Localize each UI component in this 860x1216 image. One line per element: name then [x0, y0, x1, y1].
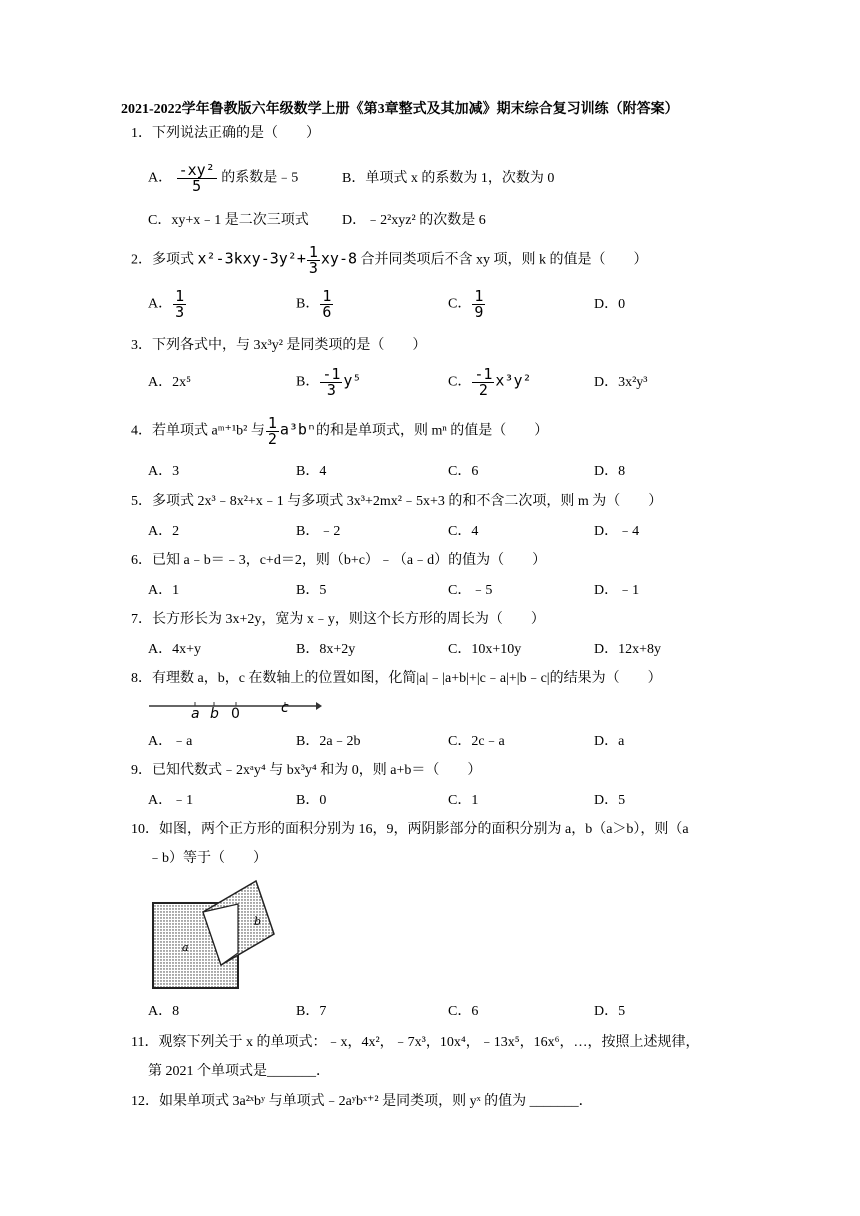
- q4-stem-post: 的和是单项式，则 mⁿ 的值是（ ）: [316, 423, 549, 439]
- q5-option-b[interactable]: B．﹣2: [296, 524, 341, 539]
- q4-frac-num: 1: [267, 414, 277, 432]
- q9-option-a[interactable]: A．﹣1: [148, 793, 194, 808]
- q8-option-d[interactable]: D．a: [594, 734, 625, 749]
- q12-line: 12．如果单项式 3a²ˣbʸ 与单项式﹣2aʸbˣ⁺² 是同类项，则 yˣ 的值为 _______．: [131, 1094, 593, 1109]
- q10-option-d[interactable]: D．5: [594, 1004, 626, 1019]
- q4-option-d[interactable]: D．8: [594, 464, 626, 479]
- q5-option-c[interactable]: C．4: [448, 524, 479, 539]
- q2-stem-pre: 2．多项式: [131, 252, 194, 268]
- q2-expr-b: xy-8: [320, 249, 358, 268]
- q6-option-c[interactable]: C．﹣5: [448, 583, 493, 598]
- q5-option-d[interactable]: D．﹣4: [594, 524, 640, 539]
- q8-option-b[interactable]: B．2a﹣2b: [296, 734, 361, 749]
- q2-frac-den: 3: [308, 259, 318, 277]
- q1-a-numerator: -xy²: [178, 161, 215, 179]
- q2-b-den: 6: [322, 303, 332, 321]
- q2-stem: [131, 245, 648, 276]
- q3-b-label: B．: [296, 374, 320, 390]
- q7-option-a[interactable]: A．4x+y: [148, 642, 202, 657]
- q10-stem-line1: 10．如图，两个正方形的面积分别为 16，9，两阴影部分的面积分别为 a，b（a＞b），则（a: [131, 822, 689, 837]
- q3-option-b[interactable]: [296, 367, 361, 398]
- q1-option-a-fraction: [177, 163, 217, 194]
- shaded-label-a: a: [182, 941, 189, 954]
- number-line-label-zero: 0: [231, 706, 240, 722]
- q2-option-b[interactable]: [296, 289, 334, 320]
- q7-option-d[interactable]: D．12x+8y: [594, 642, 662, 657]
- q3-option-a[interactable]: A．2x⁵: [148, 375, 191, 390]
- q3-b-num: -1: [322, 365, 341, 383]
- q1-option-a-tail: 的系数是﹣5: [221, 170, 299, 186]
- q2-c-fraction: [472, 289, 485, 320]
- q2-a-fraction: [173, 289, 186, 320]
- q10-option-a[interactable]: A．8: [148, 1004, 180, 1019]
- q9-option-d[interactable]: D．5: [594, 793, 626, 808]
- q1-a-denominator: 5: [192, 177, 202, 195]
- q6-stem: 6．已知 a﹣b＝﹣3，c+d＝2，则（b+c）﹣（a﹣d）的值为（ ）: [131, 553, 547, 568]
- q3-c-fraction: [472, 367, 494, 398]
- q4-option-c[interactable]: C．6: [448, 464, 479, 479]
- q3-c-den: 2: [478, 381, 488, 399]
- q1-option-c[interactable]: C．xy+x﹣1 是二次三项式: [148, 213, 309, 228]
- q2-b-num: 1: [322, 287, 332, 305]
- number-line-label-b: b: [210, 706, 219, 722]
- q2-c-den: 9: [474, 303, 484, 321]
- shaded-label-b: b: [254, 915, 262, 928]
- q1-option-a-label: A．: [148, 170, 173, 186]
- page-title: 2021-2022学年鲁教版六年级数学上册《第3章整式及其加减》期末综合复习训练（附答案）: [121, 102, 679, 117]
- number-line-figure: [148, 696, 322, 722]
- q5-option-a[interactable]: A．2: [148, 524, 180, 539]
- q2-expr-a: x²-3kxy-3y²+: [197, 249, 306, 268]
- q9-option-c[interactable]: C．1: [448, 793, 479, 808]
- number-line-arrow-icon: [316, 702, 322, 710]
- q7-option-b[interactable]: B．8x+2y: [296, 642, 356, 657]
- q7-option-c[interactable]: C．10x+10y: [448, 642, 522, 657]
- q8-option-c[interactable]: C．2c﹣a: [448, 734, 505, 749]
- q2-a-label: A．: [148, 296, 173, 312]
- q1-stem: 1．下列说法正确的是（ ）: [131, 126, 320, 141]
- q1-option-b[interactable]: B．单项式 x 的系数为 1，次数为 0: [342, 171, 555, 186]
- q2-option-c[interactable]: [448, 289, 486, 320]
- q2-b-label: B．: [296, 296, 320, 312]
- q4-frac-den: 2: [267, 430, 277, 448]
- q2-a-num: 1: [175, 287, 185, 305]
- q3-b-fraction: [320, 367, 342, 398]
- q7-stem: 7．长方形长为 3x+2y，宽为 x﹣y，则这个长方形的周长为（ ）: [131, 612, 545, 627]
- q9-stem: 9．已知代数式﹣2xᵃy⁴ 与 bx³y⁴ 和为 0，则 a+b＝（ ）: [131, 763, 482, 778]
- q11-line1: 11．观察下列关于 x 的单项式：﹣x，4x²，﹣7x³，10x⁴，﹣13x⁵，16x⁶，…，按照上述规律，: [131, 1035, 700, 1050]
- number-line-label-c: c: [281, 700, 289, 716]
- q3-c-label: C．: [448, 374, 472, 390]
- q6-option-b[interactable]: B．5: [296, 583, 327, 598]
- q2-b-fraction: [320, 289, 333, 320]
- q4-stem-fraction: [266, 416, 279, 447]
- q3-stem: 3．下列各式中，与 3x³y² 是同类项的是（ ）: [131, 338, 427, 353]
- q11-line2: 第 2021 个单项式是_______．: [148, 1064, 330, 1079]
- q5-stem: 5．多项式 2x³﹣8x²+x﹣1 与多项式 3x³+2mx²﹣5x+3 的和不含二次项，则 m 为（ ）: [131, 494, 663, 509]
- q4-option-a[interactable]: A．3: [148, 464, 180, 479]
- q3-b-tail: y⁵: [343, 371, 362, 390]
- q2-c-num: 1: [474, 287, 484, 305]
- q4-frac-tail: a³bⁿ: [279, 420, 316, 439]
- q4-stem-pre: 4．若单项式 aᵐ⁺¹b² 与: [131, 423, 265, 439]
- q3-c-num: -1: [474, 365, 493, 383]
- q3-option-c[interactable]: [448, 367, 532, 398]
- q2-stem-fraction: [307, 245, 320, 276]
- squares-figure: [148, 878, 278, 994]
- q10-stem-line2: ﹣b）等于（ ）: [148, 851, 267, 866]
- q6-option-a[interactable]: A．1: [148, 583, 180, 598]
- q2-c-label: C．: [448, 296, 472, 312]
- q1-option-d[interactable]: D．﹣2²xyz² 的次数是 6: [342, 213, 486, 228]
- q3-c-tail: x³y²: [495, 371, 532, 390]
- q2-a-den: 3: [175, 303, 185, 321]
- q2-option-d[interactable]: D．0: [594, 297, 626, 312]
- q8-option-a[interactable]: A．﹣a: [148, 734, 193, 749]
- q4-stem: [131, 416, 548, 447]
- q6-option-d[interactable]: D．﹣1: [594, 583, 640, 598]
- q3-option-d[interactable]: D．3x²y³: [594, 375, 648, 390]
- q2-option-a[interactable]: [148, 289, 187, 320]
- q4-option-b[interactable]: B．4: [296, 464, 327, 479]
- q8-stem: 8．有理数 a，b，c 在数轴上的位置如图，化简|a|﹣|a+b|+|c﹣a|+|b﹣c|的结果为（ ）: [131, 671, 662, 686]
- q10-option-b[interactable]: B．7: [296, 1004, 327, 1019]
- q2-frac-num: 1: [308, 243, 318, 261]
- q2-stem-post: 合并同类项后不含 xy 项，则 k 的值是（ ）: [360, 252, 648, 268]
- q1-option-a[interactable]: [148, 163, 298, 194]
- number-line-label-a: a: [191, 706, 200, 722]
- q10-option-c[interactable]: C．6: [448, 1004, 479, 1019]
- q9-option-b[interactable]: B．0: [296, 793, 327, 808]
- q3-b-den: 3: [326, 381, 336, 399]
